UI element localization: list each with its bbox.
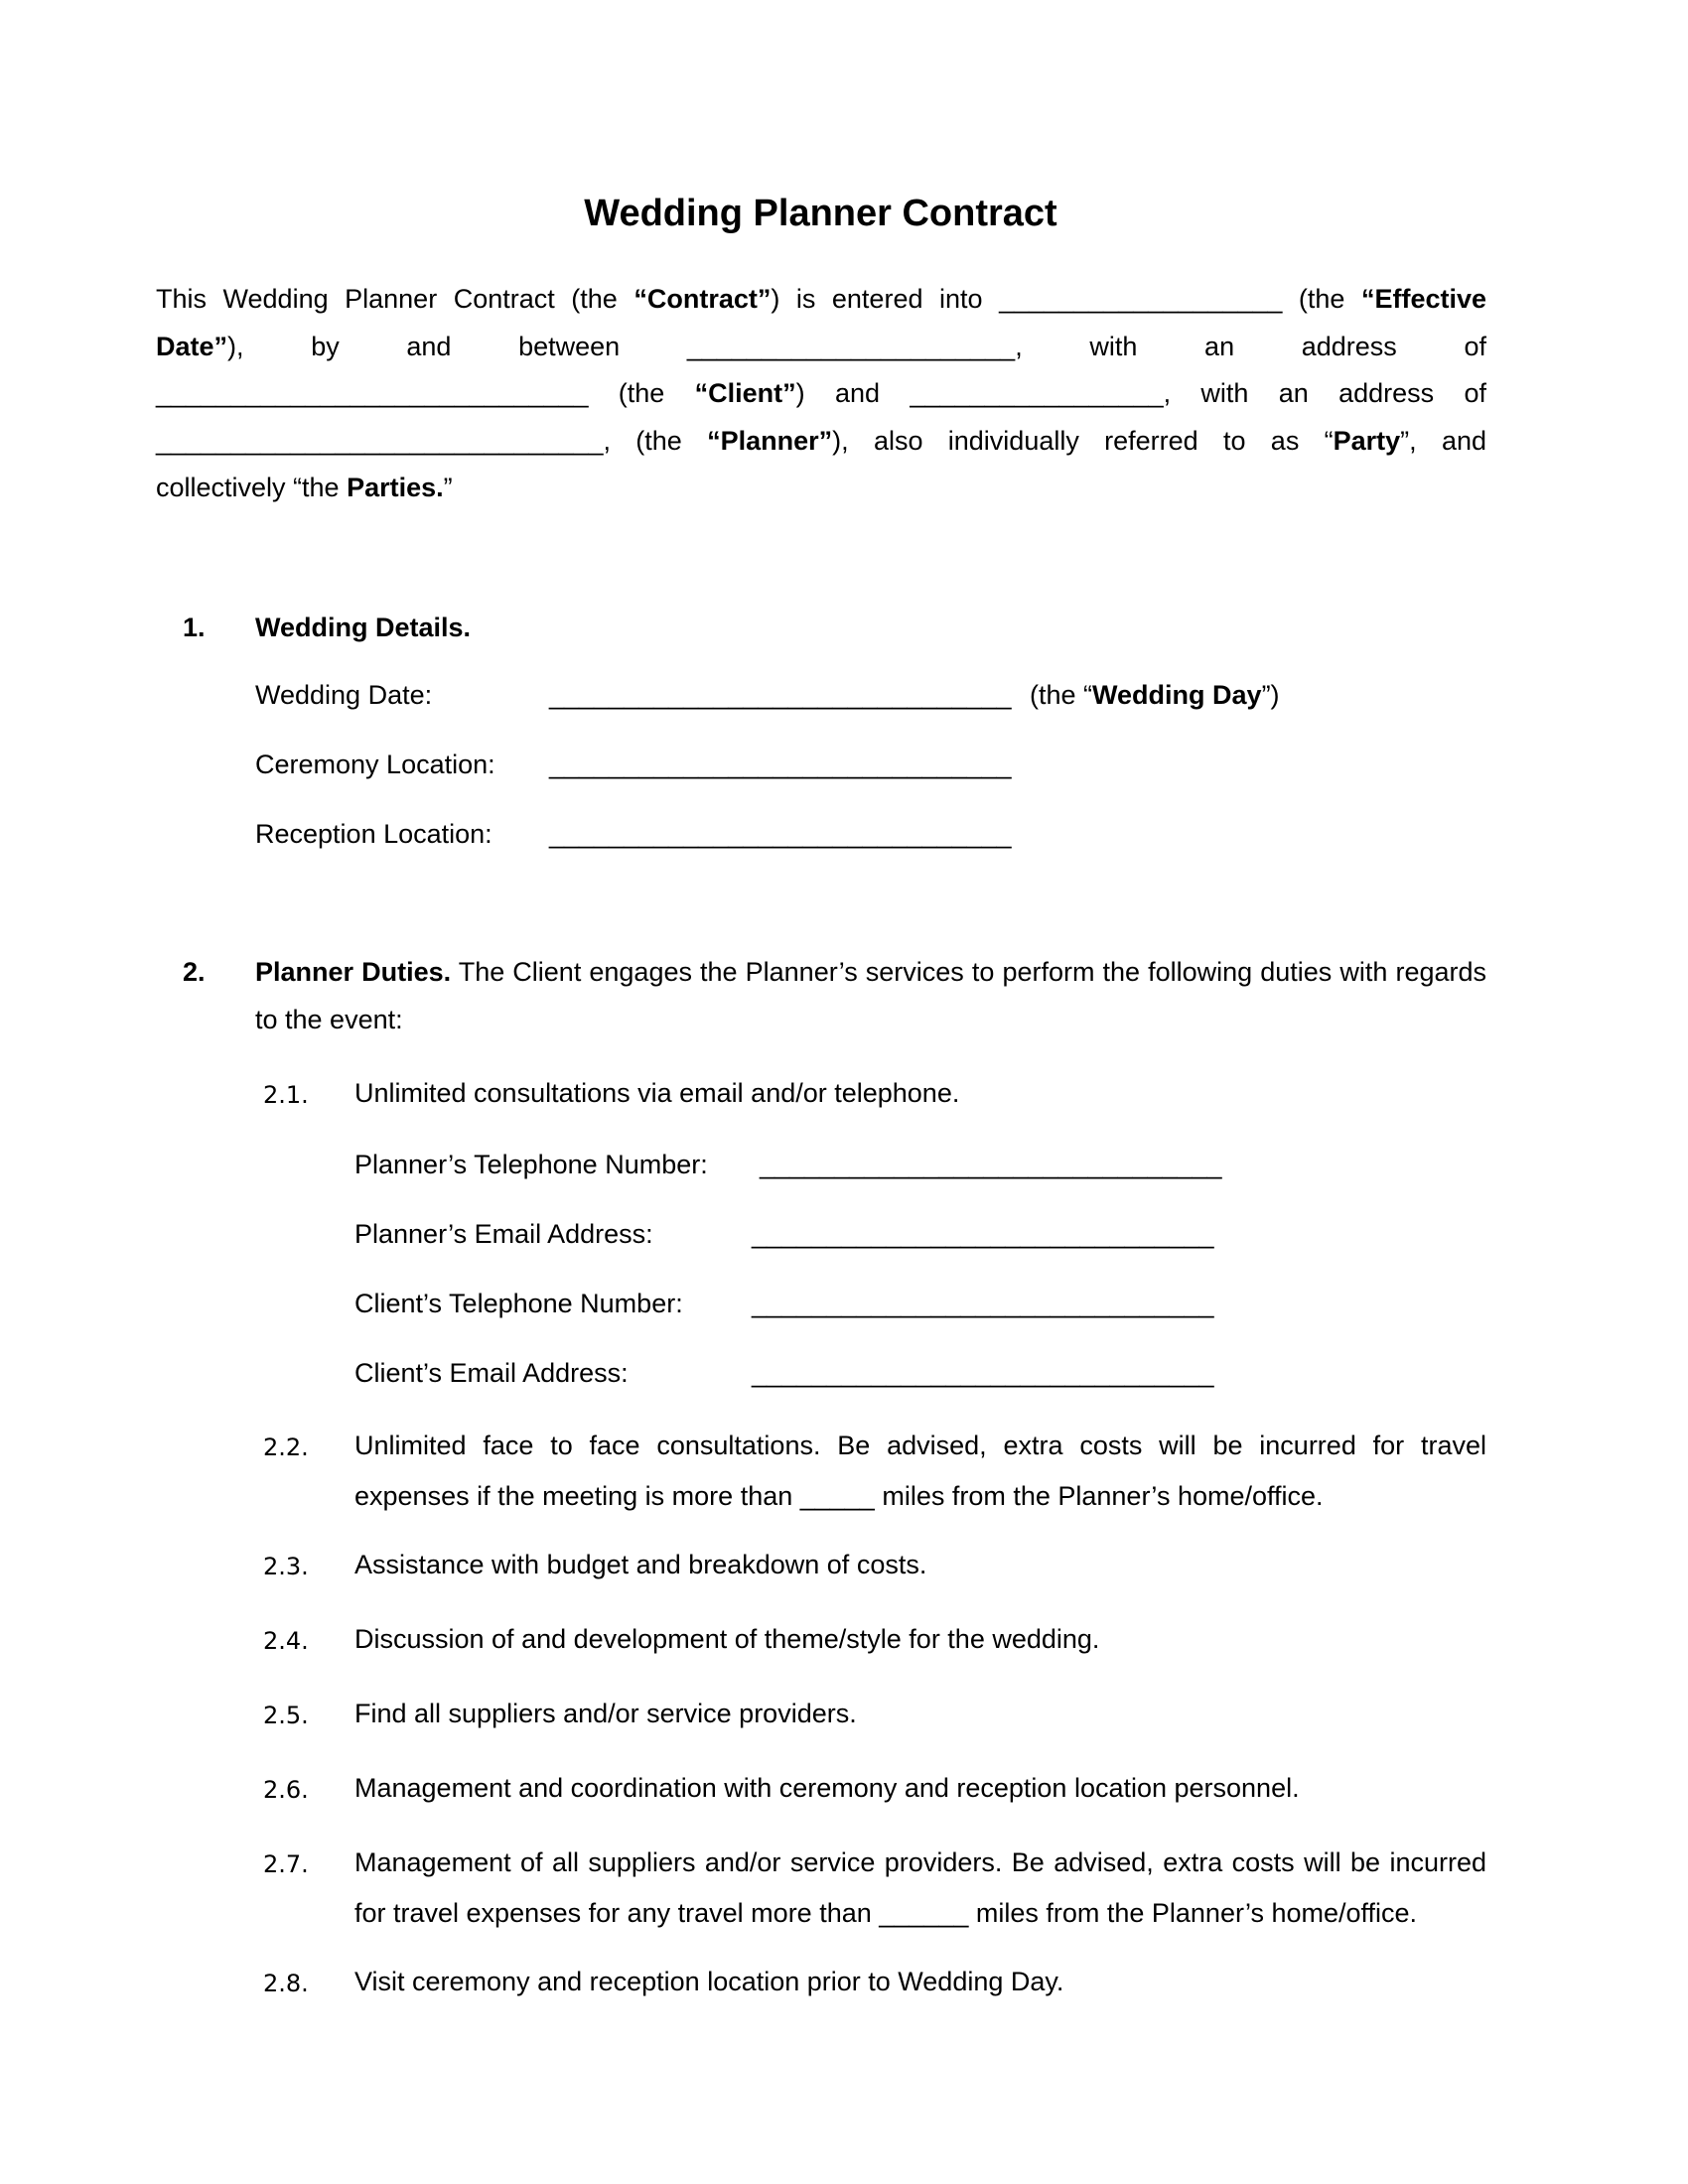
intro-text: ”	[443, 473, 453, 502]
note-text: ”)	[1261, 680, 1280, 710]
section-2-text: The Client engages the Planner’s services to perform the following duties with regards	[451, 957, 1486, 987]
planner-email-row	[354, 1214, 1248, 1254]
wedding-date-blank[interactable]: _______________________________	[549, 680, 1012, 710]
item-text	[354, 1421, 1486, 1522]
list-item	[0, 1614, 1688, 1665]
client-name-blank[interactable]: ______________________	[686, 331, 1016, 361]
intro-line-3	[156, 370, 1486, 418]
client-telephone-blank[interactable]: _______________________________	[752, 1289, 1214, 1318]
planner-telephone-label: Planner’s Telephone Number:	[354, 1150, 708, 1179]
effective-date-blank[interactable]: ___________________	[999, 284, 1283, 314]
wedding-day-note	[1030, 675, 1280, 715]
section-1-number: 1.	[183, 613, 206, 642]
planner-telephone-blank[interactable]: _______________________________	[760, 1150, 1222, 1179]
item-number: 2.1.	[263, 1081, 309, 1109]
item-text: Find all suppliers and/or service providers.	[354, 1699, 857, 1728]
list-item	[0, 1763, 1688, 1814]
intro-text: , with an address of	[1163, 378, 1486, 408]
client-email-label: Client’s Email Address:	[354, 1358, 629, 1388]
item-text	[354, 1838, 1486, 1939]
intro-text: This Wedding Planner Contract (the	[156, 284, 634, 314]
planner-email-label: Planner’s Email Address:	[354, 1219, 653, 1249]
item-number: 2.3.	[263, 1553, 309, 1580]
client-telephone-row	[354, 1284, 1248, 1323]
section-2-line-1	[255, 949, 1486, 997]
ceremony-location-row	[255, 745, 1347, 784]
ceremony-location-blank[interactable]: _______________________________	[549, 750, 1012, 779]
intro-line-1	[156, 276, 1486, 324]
intro-line-5	[156, 465, 1486, 512]
reception-location-blank[interactable]: _______________________________	[549, 819, 1012, 849]
list-item	[0, 1957, 1688, 2007]
section-2-intro	[255, 949, 1486, 1043]
client-email-blank[interactable]: _______________________________	[752, 1358, 1214, 1388]
note-text: (the “	[1030, 680, 1093, 710]
list-item	[0, 1689, 1688, 1739]
intro-line-4	[156, 418, 1486, 466]
item-number: 2.4.	[263, 1627, 309, 1655]
wedding-date-row	[255, 675, 1347, 715]
term-date: Date”	[156, 331, 228, 361]
section-2-line-2: to the event:	[255, 1004, 403, 1034]
item-line-2: for travel expenses for any travel more than ______ miles from the Planner’s home/office.	[354, 1898, 1418, 1928]
planner-name-blank[interactable]: _________________	[910, 378, 1164, 408]
item-text: Discussion of and development of theme/style for the wedding.	[354, 1624, 1100, 1654]
intro-text: (the	[1282, 284, 1361, 314]
item-number: 2.7.	[263, 1850, 309, 1878]
client-telephone-label: Client’s Telephone Number:	[354, 1289, 683, 1318]
item-number: 2.5.	[263, 1702, 309, 1729]
intro-line-2	[156, 324, 1486, 371]
term-parties: Parties.	[347, 473, 444, 502]
planner-email-blank[interactable]: _______________________________	[752, 1219, 1214, 1249]
term-effective: “Effective	[1360, 284, 1487, 314]
section-2-heading: Planner Duties.	[255, 957, 452, 987]
term-party: Party	[1333, 425, 1401, 456]
intro-text: ), by and between	[227, 331, 687, 361]
intro-text: collectively “the	[156, 473, 348, 502]
list-item	[0, 1068, 1688, 1119]
ceremony-location-label: Ceremony Location:	[255, 750, 495, 779]
item-text: Assistance with budget and breakdown of costs.	[354, 1550, 927, 1579]
list-item	[0, 1838, 1688, 1939]
wedding-date-label: Wedding Date:	[255, 680, 433, 710]
planner-telephone-row	[354, 1145, 1248, 1184]
intro-text: ) is entered into	[771, 284, 1000, 314]
client-email-row	[354, 1353, 1248, 1393]
term-client: “Client”	[694, 378, 796, 408]
intro-text: , with an address of	[1015, 331, 1486, 361]
intro-text: ) and	[795, 378, 911, 408]
intro-paragraph	[156, 276, 1486, 512]
term-contract: “Contract”	[633, 284, 772, 314]
item-line-2: expenses if the meeting is more than _____ miles from the Planner’s home/office.	[354, 1481, 1324, 1511]
item-line-1: Management of all suppliers and/or service providers. Be advised, extra costs will be incurred	[354, 1847, 1486, 1877]
item-number: 2.2.	[263, 1433, 309, 1461]
client-address-blank[interactable]: _____________________________	[156, 378, 589, 408]
term-planner: “Planner”	[707, 425, 833, 456]
reception-location-row	[255, 814, 1347, 854]
planner-address-blank[interactable]: ______________________________	[156, 425, 604, 456]
list-item	[0, 1540, 1688, 1590]
intro-text: , (the	[603, 425, 708, 456]
section-2-number: 2.	[183, 957, 206, 987]
item-text: Management and coordination with ceremony and reception location personnel.	[354, 1773, 1300, 1803]
document-title: Wedding Planner Contract	[584, 193, 1057, 234]
list-item	[0, 1421, 1688, 1522]
section-1-heading: Wedding Details.	[255, 613, 472, 642]
item-number: 2.8.	[263, 1970, 309, 1997]
intro-text: ), also individually referred to as “	[832, 425, 1334, 456]
item-text: Visit ceremony and reception location prior to Wedding Day.	[354, 1967, 1064, 1996]
intro-text: ”, and	[1400, 425, 1486, 456]
item-number: 2.6.	[263, 1776, 309, 1804]
reception-location-label: Reception Location:	[255, 819, 492, 849]
intro-text: (the	[588, 378, 695, 408]
item-line-1: Unlimited face to face consultations. Be advised, extra costs will be incurred for travel	[354, 1431, 1486, 1460]
term-wedding-day: Wedding Day	[1092, 680, 1262, 710]
item-text: Unlimited consultations via email and/or telephone.	[354, 1078, 960, 1108]
